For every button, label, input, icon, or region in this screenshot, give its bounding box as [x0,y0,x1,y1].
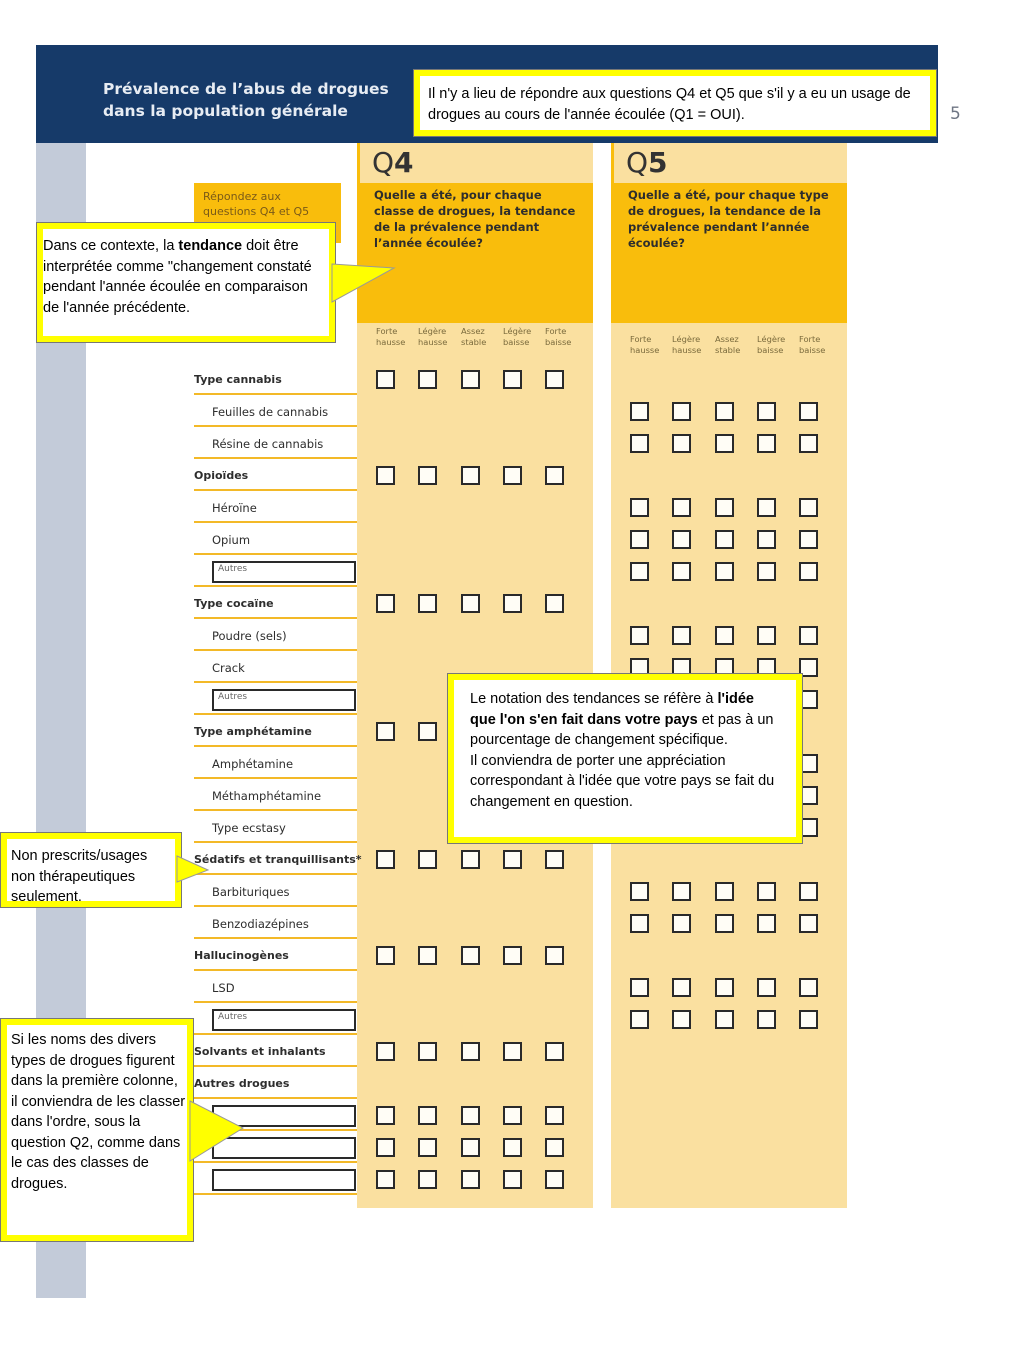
q4-checkbox-forte-hausse[interactable] [376,1170,395,1189]
q5-checkbox-forte-baisse[interactable] [799,914,818,933]
q5-checkbox-legere-hausse[interactable] [672,978,691,997]
q4-checkbox-forte-hausse[interactable] [376,946,395,965]
q4-label: Q4 [372,146,414,179]
q5-checkbox-legere-baisse[interactable] [757,402,776,421]
q4-checkbox-legere-hausse[interactable] [418,850,437,869]
row-divider [194,649,357,651]
q5-checkbox-legere-hausse[interactable] [672,434,691,453]
row-divider [194,553,357,555]
row-label: Poudre (sels) [212,629,287,643]
q5-question-text: Quelle a été, pour chaque type de drogues, la tendance de la prévalence pendant l’année écoulée? [628,188,829,250]
q4-checkbox-assez-stable[interactable] [461,946,480,965]
row-label: Sédatifs et tranquillisants* [194,853,362,866]
q5-checkbox-forte-hausse[interactable] [630,978,649,997]
q5-checkbox-legere-hausse[interactable] [672,402,691,421]
q4-checkbox-legere-baisse[interactable] [503,370,522,389]
q5-checkbox-legere-baisse[interactable] [757,498,776,517]
q4-checkbox-legere-hausse[interactable] [418,722,437,741]
q4-checkbox-assez-stable[interactable] [461,594,480,613]
q5-checkbox-assez-stable[interactable] [715,562,734,581]
q5-checkbox-assez-stable[interactable] [715,498,734,517]
q5-checkbox-forte-baisse[interactable] [799,498,818,517]
row-divider [194,873,357,875]
note-non-prescrits-pointer [176,854,210,884]
q5-checkbox-legere-baisse[interactable] [757,1010,776,1029]
q5-checkbox-legere-baisse[interactable] [757,626,776,645]
q4-checkbox-forte-baisse[interactable] [545,1106,564,1125]
q4-checkbox-forte-baisse[interactable] [545,466,564,485]
note-non-prescrits: Non prescrits/usages non thérapeutiques seulement. [0,832,182,908]
q4-checkbox-legere-baisse[interactable] [503,1138,522,1157]
row-divider [194,809,357,811]
note-tendance: Dans ce contexte, la tendance doit être interprétée comme "changement constaté pendant l'année écoulée en comparaison de l'année précédente. [36,222,336,343]
row-divider [194,745,357,747]
instructions-box: Répondez aux questions Q4 et Q5 [194,183,341,243]
q5-checkbox-forte-baisse[interactable] [799,530,818,549]
other-drug-input[interactable] [212,1169,356,1191]
row-label: Résine de cannabis [212,437,324,451]
row-divider [194,905,357,907]
q5-scale-header: Forte hausse [630,334,660,355]
q4-checkbox-assez-stable[interactable] [461,370,480,389]
q5-checkbox-forte-hausse[interactable] [630,626,649,645]
note-noms-pointer [188,1095,246,1165]
q5-checkbox-forte-baisse[interactable] [799,562,818,581]
q4-checkbox-forte-hausse[interactable] [376,594,395,613]
q4-checkbox-forte-hausse[interactable] [376,1138,395,1157]
q4-checkbox-assez-stable[interactable] [461,466,480,485]
q5-checkbox-assez-stable[interactable] [715,434,734,453]
q5-checkbox-assez-stable[interactable] [715,626,734,645]
q5-checkbox-forte-baisse[interactable] [799,1010,818,1029]
q4-checkbox-legere-baisse[interactable] [503,850,522,869]
row-divider [194,457,357,459]
q4-checkbox-legere-baisse[interactable] [503,1170,522,1189]
q5-checkbox-assez-stable[interactable] [715,882,734,901]
q4-checkbox-forte-hausse[interactable] [376,722,395,741]
q4-checkbox-assez-stable[interactable] [461,1170,480,1189]
row-label: Type amphétamine [194,725,312,738]
q4-checkbox-legere-hausse[interactable] [418,594,437,613]
q4-checkbox-forte-hausse[interactable] [376,466,395,485]
q4-checkbox-assez-stable[interactable] [461,1106,480,1125]
row-label: Méthamphétamine [212,789,322,803]
q5-checkbox-legere-hausse[interactable] [672,562,691,581]
note-noms-drogues: Si les noms des divers types de drogues figurent dans la première colonne, il conviendra de les classer dans l'ordre, sous la question Q2, comme dans le cas des classes de drogues. [0,1018,194,1242]
q5-checkbox-legere-hausse[interactable] [672,914,691,933]
row-label: Feuilles de cannabis [212,405,329,419]
q5-checkbox-assez-stable[interactable] [715,914,734,933]
row-divider [194,585,357,587]
q4-checkbox-legere-hausse[interactable] [418,1170,437,1189]
other-drug-placeholder: Autres [218,692,248,702]
q4-checkbox-forte-baisse[interactable] [545,594,564,613]
other-drug-placeholder: Autres [218,564,248,574]
q4-checkbox-forte-baisse[interactable] [545,1042,564,1061]
other-drug-placeholder: Autres [218,1012,248,1022]
q4-checkbox-assez-stable[interactable] [461,1138,480,1157]
q4-checkbox-legere-hausse[interactable] [418,1138,437,1157]
q5-checkbox-forte-hausse[interactable] [630,402,649,421]
q4-checkbox-legere-hausse[interactable] [418,1106,437,1125]
q5-checkbox-forte-baisse[interactable] [799,626,818,645]
q5-checkbox-legere-baisse[interactable] [757,562,776,581]
q5-checkbox-forte-baisse[interactable] [799,882,818,901]
row-divider [194,617,357,619]
q5-checkbox-legere-hausse[interactable] [672,498,691,517]
q4-checkbox-legere-hausse[interactable] [418,946,437,965]
note-q4-q5-condition: Il n'y a lieu de répondre aux questions Q4 et Q5 que s'il y a eu un usage de drogues au cours de l'année écoulée (Q1 = OUI). [413,69,937,137]
q4-checkbox-forte-hausse[interactable] [376,370,395,389]
q4-checkbox-legere-baisse[interactable] [503,946,522,965]
q5-checkbox-forte-hausse[interactable] [630,914,649,933]
q4-checkbox-assez-stable[interactable] [461,850,480,869]
q5-checkbox-legere-hausse[interactable] [672,530,691,549]
q4-question-text: Quelle a été, pour chaque classe de drogues, la tendance de la prévalence pendant l’année écoulée? [374,188,576,250]
q4-checkbox-forte-baisse[interactable] [545,1170,564,1189]
q5-checkbox-legere-baisse[interactable] [757,530,776,549]
row-divider [194,1065,357,1067]
q4-checkbox-forte-hausse[interactable] [376,1106,395,1125]
q5-checkbox-legere-baisse[interactable] [757,978,776,997]
q4-checkbox-forte-baisse[interactable] [545,850,564,869]
q5-checkbox-forte-hausse[interactable] [630,498,649,517]
q5-checkbox-legere-hausse[interactable] [672,626,691,645]
q5-checkbox-forte-hausse[interactable] [630,562,649,581]
q4-checkbox-legere-hausse[interactable] [418,370,437,389]
q4-scale-header: Légère baisse [503,326,532,347]
row-label: Opioïdes [194,469,249,482]
row-label: LSD [212,981,235,995]
q5-checkbox-assez-stable[interactable] [715,1010,734,1029]
page-title: Prévalence de l’abus de drogues dans la population générale [103,80,389,120]
q4-checkbox-forte-baisse[interactable] [545,946,564,965]
q4-checkbox-legere-hausse[interactable] [418,466,437,485]
q5-checkbox-forte-hausse[interactable] [630,530,649,549]
q4-checkbox-legere-baisse[interactable] [503,466,522,485]
note-notation: Le notation des tendances se réfère à l'idée que l'on s'en fait dans votre pays et pas à un pourcentage de changement spécifique. Il conviendra de porter une appréciation correspondant à l'idée que votre pays se fait du changement en question. [447,673,803,844]
q5-checkbox-assez-stable[interactable] [715,978,734,997]
q4-checkbox-legere-baisse[interactable] [503,594,522,613]
row-label: Autres drogues [194,1077,290,1090]
q4-scale-header: Forte baisse [545,326,572,347]
row-label: Barbituriques [212,885,290,899]
row-label: Opium [212,533,251,547]
row-label: Type cannabis [194,373,282,386]
q4-checkbox-legere-baisse[interactable] [503,1042,522,1061]
q4-checkbox-forte-hausse[interactable] [376,1042,395,1061]
q4-scale-header: Légère hausse [418,326,448,347]
q5-label: Q5 [626,146,668,179]
q5-checkbox-forte-hausse[interactable] [630,434,649,453]
q5-checkbox-forte-baisse[interactable] [799,434,818,453]
row-label: Héroïne [212,501,257,515]
q5-checkbox-forte-hausse[interactable] [630,1010,649,1029]
q4-checkbox-legere-baisse[interactable] [503,1106,522,1125]
q4-checkbox-forte-baisse[interactable] [545,1138,564,1157]
row-label: Solvants et inhalants [194,1045,326,1058]
q5-checkbox-forte-baisse[interactable] [799,402,818,421]
other-drug-input[interactable] [212,689,356,711]
q5-scale-header: Légère baisse [757,334,786,355]
q4-checkbox-assez-stable[interactable] [461,1042,480,1061]
other-drug-input[interactable] [212,561,356,583]
q5-scale-header: Assez stable [715,334,741,355]
row-label: Benzodiazépines [212,917,309,931]
page-number: 5 [950,104,961,124]
row-divider [194,489,357,491]
q4-checkbox-forte-hausse[interactable] [376,850,395,869]
q5-checkbox-forte-baisse[interactable] [799,978,818,997]
q5-scale-header: Forte baisse [799,334,826,355]
q5-checkbox-legere-hausse[interactable] [672,882,691,901]
q5-checkbox-assez-stable[interactable] [715,530,734,549]
row-divider [194,713,357,715]
row-divider [194,393,357,395]
note-tendance-pointer [330,262,396,307]
q5-checkbox-legere-hausse[interactable] [672,1010,691,1029]
row-divider [194,425,357,427]
q5-checkbox-legere-baisse[interactable] [757,434,776,453]
row-divider [194,521,357,523]
q4-checkbox-legere-hausse[interactable] [418,1042,437,1061]
q4-scale-header: Assez stable [461,326,487,347]
row-divider [194,937,357,939]
row-label: Type ecstasy [212,821,286,835]
q5-checkbox-forte-hausse[interactable] [630,882,649,901]
row-divider [194,1001,357,1003]
row-label: Hallucinogènes [194,949,289,962]
q4-checkbox-forte-baisse[interactable] [545,370,564,389]
q4-scale-header: Forte hausse [376,326,406,347]
q5-checkbox-legere-baisse[interactable] [757,914,776,933]
q5-checkbox-legere-baisse[interactable] [757,882,776,901]
row-divider [194,777,357,779]
q5-scale-header: Légère hausse [672,334,702,355]
row-label: Amphétamine [212,757,294,771]
row-label: Type cocaïne [194,597,274,610]
row-label: Crack [212,661,245,675]
row-divider [194,681,357,683]
other-drug-input[interactable] [212,1009,356,1031]
q5-checkbox-assez-stable[interactable] [715,402,734,421]
row-divider [194,1193,357,1195]
row-divider [194,969,357,971]
row-divider [194,841,357,843]
row-divider [194,1033,357,1035]
